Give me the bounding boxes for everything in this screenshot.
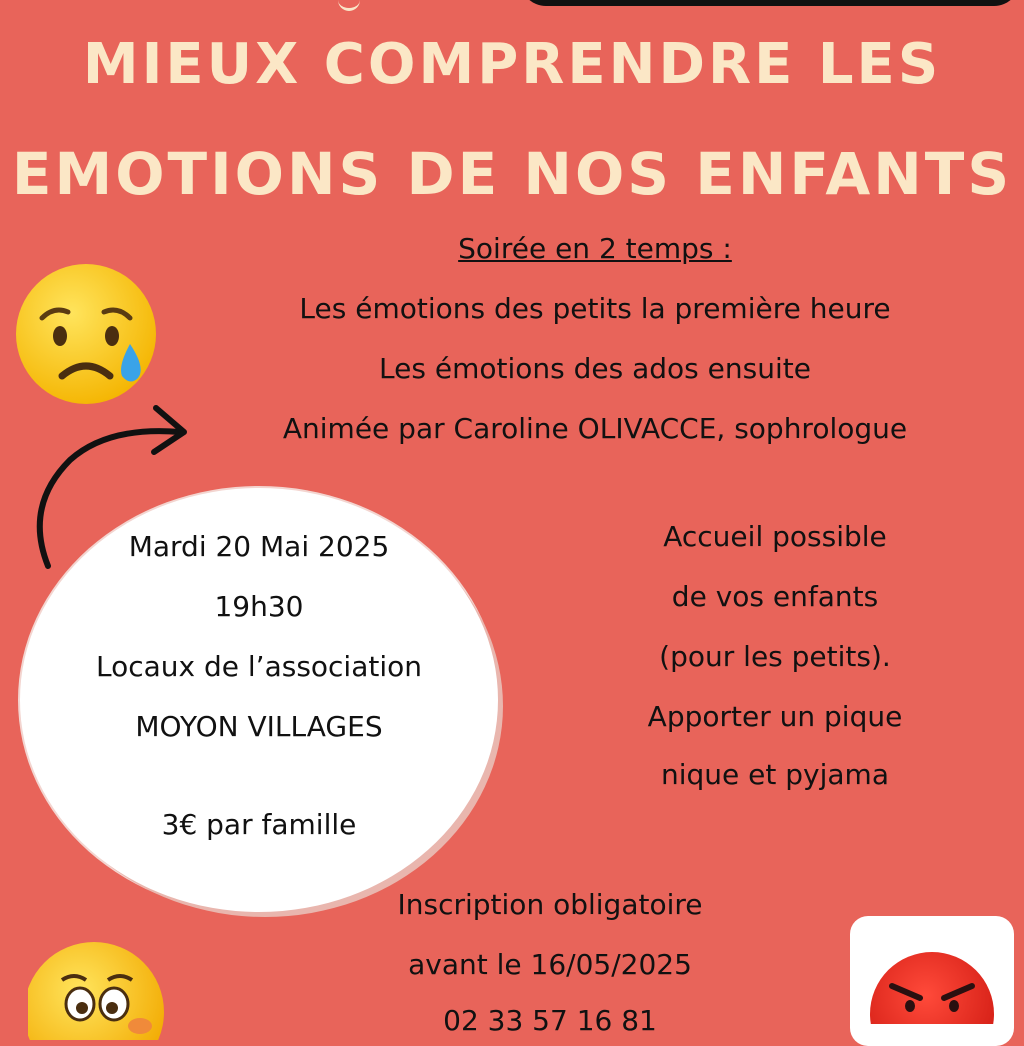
worried-emoji-icon <box>28 940 168 1040</box>
angry-emoji-icon <box>868 940 998 1024</box>
poster-title-line1: MIEUX COMPRENDRE LES <box>82 32 942 97</box>
event-place-line1: Locaux de l’association <box>95 650 423 683</box>
top-decorative-mark <box>338 0 360 11</box>
registration-required: Inscription obligatoire <box>397 888 703 921</box>
poster-title-line2: EMOTIONS DE NOS ENFANTS <box>11 140 1013 208</box>
event-price: 3€ par famille <box>161 808 357 841</box>
childcare-line-1: Accueil possible <box>663 520 887 553</box>
program-line-3: Animée par Caroline OLIVACCE, sophrologue <box>282 412 908 445</box>
event-place-line2: MOYON VILLAGES <box>135 710 383 743</box>
event-date: Mardi 20 Mai 2025 <box>128 530 390 563</box>
childcare-line-5: nique et pyjama <box>661 758 889 791</box>
registration-phone: 02 33 57 16 81 <box>443 1004 657 1037</box>
program-line-1: Les émotions des petits la première heure <box>299 292 891 325</box>
sad-crying-emoji-icon <box>12 262 162 408</box>
top-dark-banner <box>520 0 1020 6</box>
childcare-line-4: Apporter un pique <box>647 700 903 733</box>
registration-deadline: avant le 16/05/2025 <box>408 948 692 981</box>
event-time: 19h30 <box>214 590 304 623</box>
childcare-line-2: de vos enfants <box>671 580 879 613</box>
program-subheading: Soirée en 2 temps : <box>458 232 732 265</box>
program-line-2: Les émotions des ados ensuite <box>379 352 811 385</box>
childcare-line-3: (pour les petits). <box>659 640 891 673</box>
